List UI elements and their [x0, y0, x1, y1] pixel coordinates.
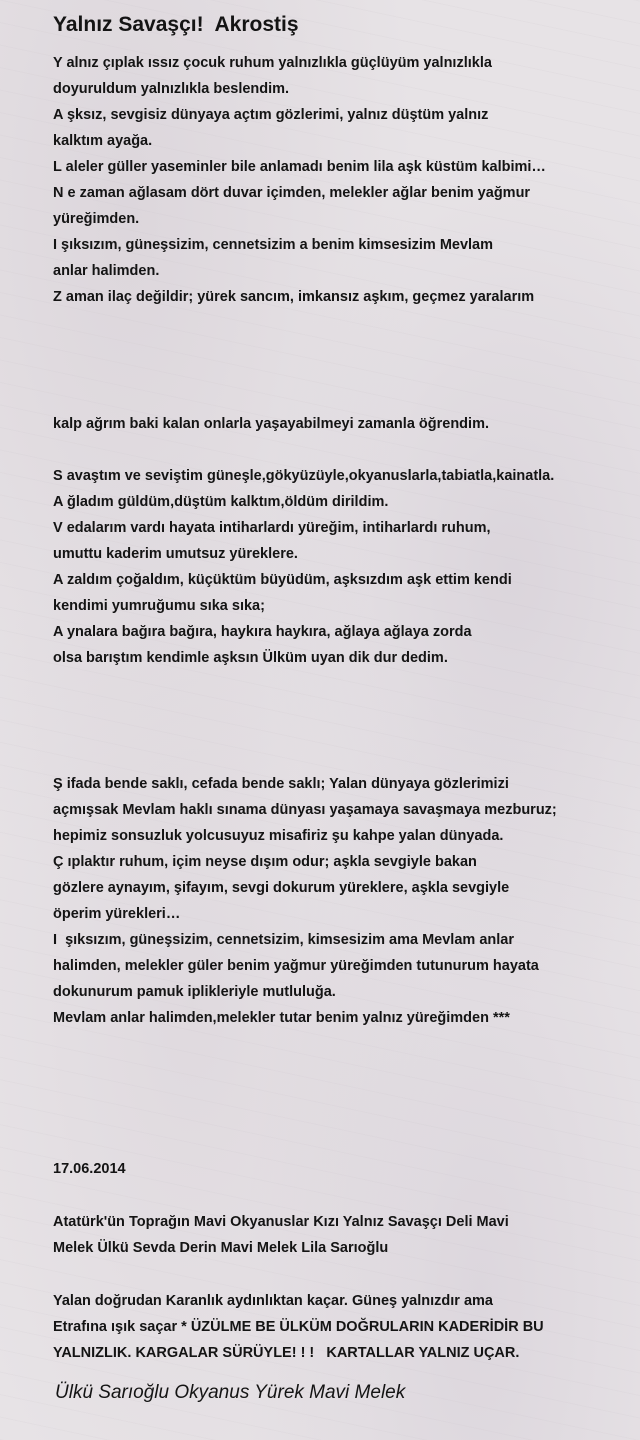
stanza-line: L aleler güller yaseminler bile anlamadı benim lila aşk küstüm kalbimi…: [53, 159, 546, 175]
stanza-line: gözlere aynayım, şifayım, sevgi dokurum yüreklere, aşkla sevgiyle: [53, 880, 510, 896]
closing-note: [53, 1288, 633, 1366]
stanza-line: Ç ıplaktır ruhum, içim neyse dışım odur; aşkla sevgiyle bakan: [53, 854, 477, 870]
stanza-line: I şıksızım, güneşsizim, cennetsizim, kimsesizim ama Mevlam anlar: [53, 932, 514, 948]
stanza-line: S avaştım ve seviştim güneşle,gökyüzüyle,okyanuslarla,tabiatla,kainatla.: [53, 468, 555, 484]
stanza-line: N e zaman ağlasam dört duvar içimden, melekler ağlar benim yağmur: [53, 185, 531, 201]
stanza-line: öperim yürekleri…: [53, 906, 181, 922]
stanza-line: açmışsak Mevlam haklı sınama dünyası yaşamaya savaşmaya mezburuz;: [53, 802, 557, 818]
stanza-3: [53, 771, 633, 1031]
poem-date: 17.06.2014: [53, 1161, 126, 1177]
author-signature: Ülkü Sarıoğlu Okyanus Yürek Mavi Melek: [55, 1382, 406, 1403]
stanza-line: yüreğimden.: [53, 211, 140, 227]
closing-line: YALNIZLIK. KARGALAR SÜRÜYLE! ! ! KARTALLAR YALNIZ UÇAR.: [53, 1345, 520, 1361]
stanza-line: olsa barıştım kendimle aşksın Ülküm uyan dik dur dedim.: [53, 650, 448, 666]
stanza-line: anlar halimden.: [53, 263, 160, 279]
stanza-line: A ğladım güldüm,düştüm kalktım,öldüm dirildim.: [53, 494, 389, 510]
dedication: [53, 1209, 633, 1261]
dedication-line: Atatürk'ün Toprağın Mavi Okyanuslar Kızı Yalnız Savaşçı Deli Mavi: [53, 1214, 509, 1230]
stanza-line: halimden, melekler güler benim yağmur yüreğimden tutunurum hayata: [53, 958, 539, 974]
stanza-line: kendimi yumruğumu sıka sıka;: [53, 598, 265, 614]
stanza-1: [53, 50, 633, 310]
stanza-line: A şksız, sevgisiz dünyaya açtım gözlerimi, yalnız düştüm yalnız: [53, 107, 489, 123]
stanza-line: doyuruldum yalnızlıkla beslendim.: [53, 81, 290, 97]
stanza-line: A zaldım çoğaldım, küçüktüm büyüdüm, aşksızdım aşk ettim kendi: [53, 572, 512, 588]
stanza-line: hepimiz sonsuzluk yolcusuyuz misafiriz şu kahpe yalan dünyada.: [53, 828, 504, 844]
stanza-line: umuttu kaderim umutsuz yüreklere.: [53, 546, 298, 562]
stanza-line: Ş ifada bende saklı, cefada bende saklı; Yalan dünyaya gözlerimizi: [53, 776, 509, 792]
stanza-line: Mevlam anlar halimden,melekler tutar benim yalnız yüreğimden ***: [53, 1010, 510, 1026]
dedication-line: Melek Ülkü Sevda Derin Mavi Melek Lila Sarıoğlu: [53, 1240, 389, 1256]
closing-line: Etrafına ışık saçar * ÜZÜLME BE ÜLKÜM DOĞRULARIN KADERİDİR BU: [53, 1319, 544, 1335]
stanza-1-closing-line: kalp ağrım baki kalan onlarla yaşayabilmeyi zamanla öğrendim.: [53, 416, 489, 432]
stanza-line: V edalarım vardı hayata intiharlardı yüreğim, intiharlardı ruhum,: [53, 520, 491, 536]
stanza-line: kalktım ayağa.: [53, 133, 153, 149]
poem-title: Yalnız Savaşçı! Akrostiş: [53, 13, 299, 36]
stanza-line: dokunurum pamuk iplikleriyle mutluluğa.: [53, 984, 336, 1000]
stanza-line: Z aman ilaç değildir; yürek sancım, imkansız aşkım, geçmez yaralarım: [53, 289, 535, 305]
stanza-line: A ynalara bağıra bağıra, haykıra haykıra, ağlaya ağlaya zorda: [53, 624, 472, 640]
stanza-2: [53, 463, 633, 671]
stanza-line: Y alnız çıplak ıssız çocuk ruhum yalnızlıkla güçlüyüm yalnızlıkla: [53, 55, 492, 71]
stanza-line: I şıksızım, güneşsizim, cennetsizim a benim kimsesizim Mevlam: [53, 237, 494, 253]
closing-line: Yalan doğrudan Karanlık aydınlıktan kaçar. Güneş yalnızdır ama: [53, 1293, 493, 1309]
